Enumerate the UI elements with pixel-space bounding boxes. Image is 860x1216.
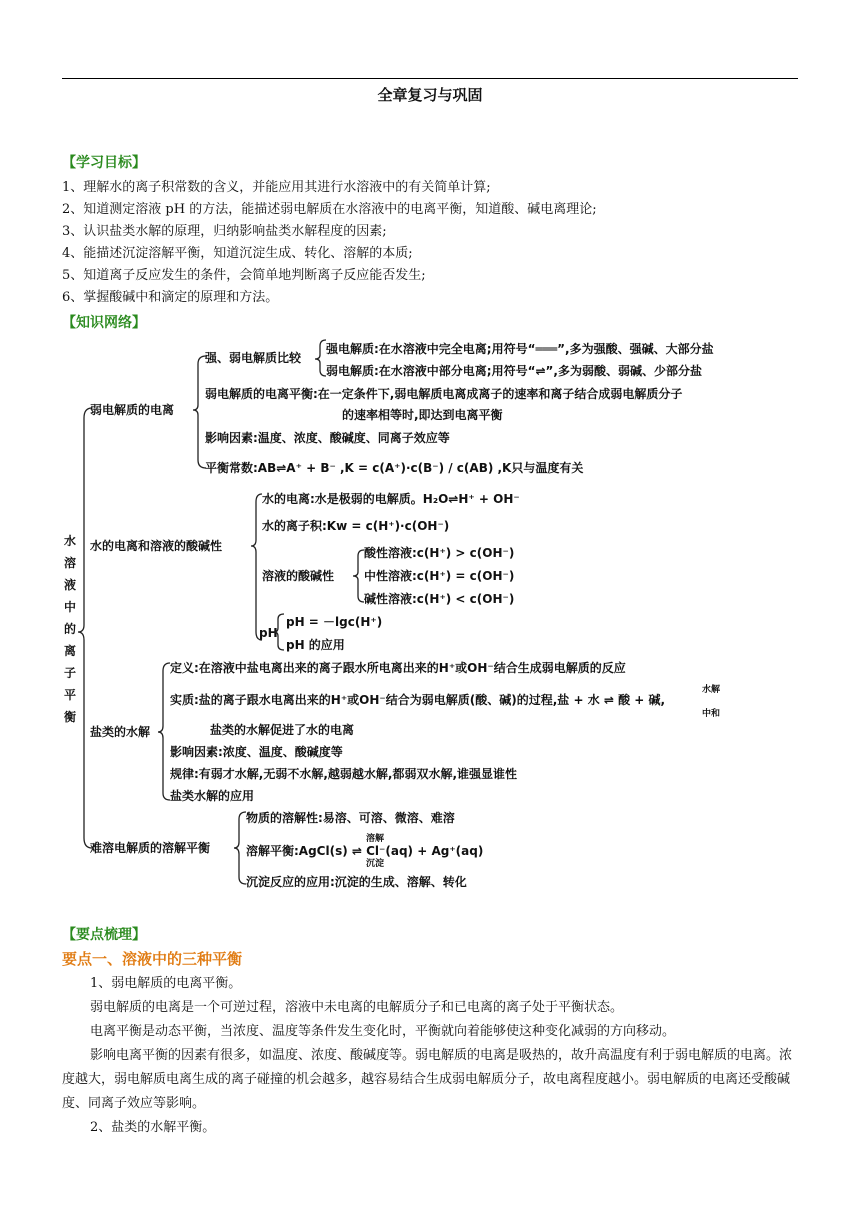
branch-dissolution-equilibrium: 难溶电解质的溶解平衡 xyxy=(90,841,211,855)
paragraph: 1、弱电解质的电离平衡。 xyxy=(90,976,242,991)
root-char: 衡 xyxy=(64,710,77,724)
arrow-label-dissolve: 溶解 xyxy=(366,834,385,844)
ionization-equilibrium-cont: 的速率相等时,即达到电离平衡 xyxy=(342,408,503,422)
page-title: 全章复习与巩固 xyxy=(377,86,483,104)
goal-item: 1、理解水的离子积常数的含义，并能应用其进行水溶液中的有关简单计算; xyxy=(62,180,491,195)
key-points-heading: 【要点梳理】 xyxy=(62,927,146,943)
arrow-label-neutralize: 中和 xyxy=(702,709,721,719)
goal-item: 6、掌握酸碱中和滴定的原理和方法。 xyxy=(62,290,279,305)
hydrolysis-rule: 规律:有弱才水解,无弱不水解,越弱越水解,都弱双水解,谁强显谁性 xyxy=(170,767,518,781)
strong-electrolyte: 强电解质:在水溶液中完全电离;用符号“═══”,多为强酸、强碱、大部分盐 xyxy=(326,342,714,356)
goals-heading: 【学习目标】 xyxy=(62,155,146,171)
ph-label: pH xyxy=(259,626,278,640)
basic-solution: 碱性溶液:c(H⁺) < c(OH⁻) xyxy=(364,592,515,606)
precipitation-application: 沉淀反应的应用:沉淀的生成、溶解、转化 xyxy=(246,875,467,889)
b2-brace xyxy=(251,494,262,640)
acidity-brace xyxy=(353,550,364,602)
hydrolysis-factors: 影响因素:浓度、温度、酸碱度等 xyxy=(170,745,343,759)
paragraph: 电离平衡是动态平衡，当浓度、温度等条件发生变化时，平衡就向着能够使这种变化减弱的方向移动。 xyxy=(90,1024,676,1039)
compare-label: 强、弱电解质比较 xyxy=(205,351,302,365)
branch-weak-electrolyte: 弱电解质的电离 xyxy=(90,403,175,417)
point-one-heading: 要点一、溶液中的三种平衡 xyxy=(62,950,243,968)
solubility: 物质的溶解性:易溶、可溶、微溶、难溶 xyxy=(246,811,455,825)
influence-factors: 影响因素:温度、浓度、酸碱度、同离子效应等 xyxy=(205,431,450,445)
ion-product: 水的离子积:Kw = c(H⁺)·c(OH⁻) xyxy=(262,519,450,533)
acidic-solution: 酸性溶液:c(H⁺) > c(OH⁻) xyxy=(364,546,515,560)
weak-electrolyte: 弱电解质:在水溶液中部分电离;用符号“⇌”,多为弱酸、弱碱、少部分盐 xyxy=(326,364,702,378)
equilibrium-constant: 平衡常数:AB⇌A⁺ + B⁻ ,K = c(A⁺)·c(B⁻) / c(AB) ,K只与温度有关 xyxy=(205,461,584,475)
ph-formula: pH = －lgc(H⁺) xyxy=(286,615,383,629)
hydrolysis-application: 盐类水解的应用 xyxy=(170,789,255,803)
paragraph: 2、盐类的水解平衡。 xyxy=(90,1120,216,1135)
goal-item: 5、知道离子反应发生的条件，会简单地判断离子反应能否发生; xyxy=(62,268,426,283)
paragraph: 影响电离平衡的因素有很多，如温度、浓度、酸碱度等。弱电解质的电离是吸热的，故升高温度有利于弱电解质的电离。浓度越大，弱电解质电离生成的离子碰撞的机会越多，越容易结合生成弱电解质分子，故电离程度越小。弱电解质的电离还受酸碱度、同离子效应等影响。 xyxy=(62,1048,793,1111)
goal-item: 2、知道测定溶液 pH 的方法，能描述弱电解质在水溶液中的电离平衡，知道酸、碱电离理论; xyxy=(62,202,597,217)
neutral-solution: 中性溶液:c(H⁺) = c(OH⁻) xyxy=(364,569,515,583)
root-brace xyxy=(78,408,92,848)
branch-salt-hydrolysis: 盐类的水解 xyxy=(90,725,151,739)
network-heading: 【知识网络】 xyxy=(62,315,146,331)
branch-water-ionization: 水的电离和溶液的酸碱性 xyxy=(90,539,223,553)
root-char: 的 xyxy=(64,622,77,636)
arrow-label-precipitate: 沉淀 xyxy=(366,859,385,869)
root-char: 溶 xyxy=(64,556,77,570)
root-char: 水 xyxy=(64,534,77,548)
b3-brace xyxy=(158,663,170,800)
root-char: 子 xyxy=(64,666,77,680)
dissolution-equilibrium: 溶解平衡:AgCl(s) ⇌ Cl⁻(aq) + Ag⁺(aq) xyxy=(246,844,484,858)
hydrolysis-definition: 定义:在溶液中盐电离出来的离子跟水所电离出来的H⁺或OH⁻结合生成弱电解质的反应 xyxy=(170,661,626,675)
hydrolysis-essence: 实质:盐的离子跟水电离出来的H⁺或OH⁻结合为弱电解质(酸、碱)的过程,盐 + 水 ⇌ 酸 + 碱, xyxy=(170,693,666,707)
arrow-label-hydrolysis: 水解 xyxy=(702,685,721,695)
goal-item: 4、能描述沉淀溶解平衡，知道沉淀生成、转化、溶解的本质; xyxy=(62,246,413,261)
water-ionization: 水的电离:水是极弱的电解质。H₂O⇌H⁺ + OH⁻ xyxy=(262,492,520,506)
ph-brace xyxy=(274,614,284,650)
compare-brace xyxy=(315,340,326,376)
root-char: 中 xyxy=(64,600,77,614)
goal-item: 3、认识盐类水解的原理，归纳影响盐类水解程度的因素; xyxy=(62,224,387,239)
ph-application: pH 的应用 xyxy=(286,638,345,652)
root-char: 平 xyxy=(64,688,77,702)
paragraph: 弱电解质的电离是一个可逆过程，溶液中未电离的电解质分子和已电离的离子处于平衡状态。 xyxy=(90,1000,624,1015)
b4-brace xyxy=(234,812,246,884)
root-char: 离 xyxy=(64,644,77,658)
root-char: 液 xyxy=(64,578,77,592)
ionization-equilibrium: 弱电解质的电离平衡:在一定条件下,弱电解质电离成离子的速率和离子结合成弱电解质分子 xyxy=(205,387,683,401)
b1-brace xyxy=(193,356,206,468)
acidity-label: 溶液的酸碱性 xyxy=(262,569,335,583)
hydrolysis-promotion: 盐类的水解促进了水的电离 xyxy=(210,723,355,737)
